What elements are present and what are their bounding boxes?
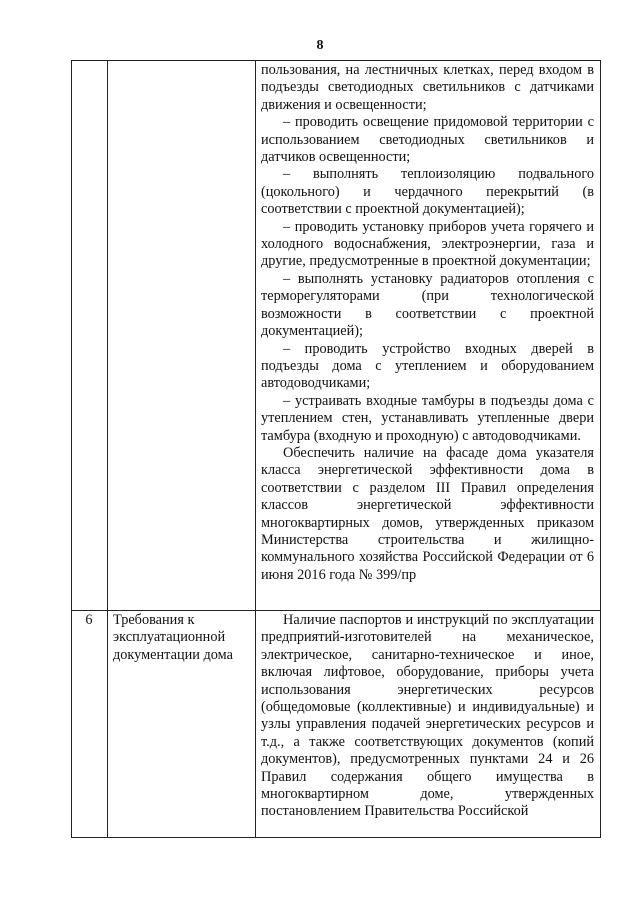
content-paragraph: пользования, на лестничных клетках, перед входом в подъезды светодиодных светильников с датчиками движения и освещенности; — [261, 62, 594, 113]
row-number: 6 — [72, 611, 108, 838]
requirement-name: Требования к эксплуатационной документации дома — [108, 611, 256, 838]
requirements-table — [71, 60, 601, 838]
content-paragraph: – выполнять теплоизоляцию подвального (цокольного) и чердачного перекрытий (в соответствии с проектной документацией); — [261, 166, 594, 218]
requirement-content — [256, 611, 601, 838]
requirement-content — [256, 61, 601, 611]
content-paragraph: – устраивать входные тамбуры в подъезды дома с утеплением стен, устанавливать утепленные двери тамбура (входную и проходную) с автодоводчиками. — [261, 392, 594, 444]
content-paragraph: Наличие паспортов и инструкций по эксплуатации предприятий-изготовителей на механическое, электрическое, санитарно-техническое и иное, включая лифтовое, оборудование, приборы учета использования энергетических ресурсов (общедомовые (коллективные) и индивидуальные) и узлы управления подачей энергетических ресурсов и т.д., а также соответствующих документов (копий документов), предусмотренных пунктами 24 и 26 Правил содержания общего имущества в многоквартирном доме, утвержденных постановлением Правительства Российской — [261, 612, 594, 820]
row-number — [72, 61, 108, 611]
page-number: 8 — [316, 38, 324, 53]
content-paragraph: – проводить устройство входных дверей в подъезды дома с утеплением и оборудованием автодоводчиками; — [261, 340, 594, 392]
table-row — [72, 611, 601, 838]
content-paragraph: – проводить освещение придомовой территории с использованием светодиодных светильников и датчиков освещенности; — [261, 114, 594, 166]
content-paragraph: Обеспечить наличие на фасаде дома указателя класса энергетической эффективности дома в соответствии с разделом III Правил определения классов энергетической эффективности многоквартирных домов, утвержденных приказом Министерства строительства и жилищно-коммунального хозяйства Российской Федерации от 6 июня 2016 года № 399/пр — [261, 444, 594, 583]
requirement-name — [108, 61, 256, 611]
table-row — [72, 61, 601, 611]
content-paragraph: – выполнять установку радиаторов отопления с терморегуляторами (при технологической возможности в соответствии с проектной документацией); — [261, 270, 594, 340]
content-paragraph: – проводить установку приборов учета горячего и холодного водоснабжения, электроэнергии, газа и другие, предусмотренные в проектной документации; — [261, 218, 594, 270]
